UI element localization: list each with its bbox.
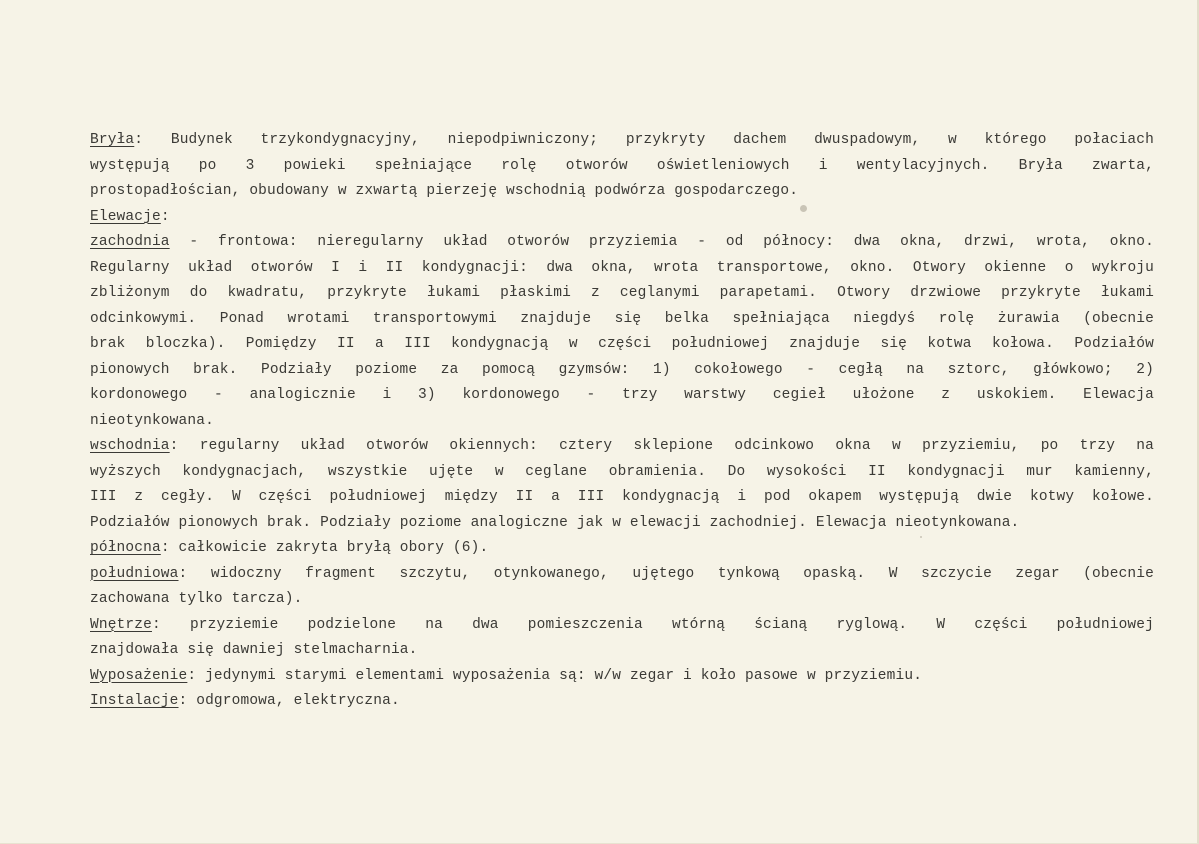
- line-text: nieotynkowana.: [90, 412, 214, 429]
- line-text: Podziałów pionowych brak. Podziały poziome analogiczne jak w elewacji zachodniej. Elewacja nieotynkowana.: [90, 514, 1020, 531]
- line-text: pionowych brak. Podziały poziome za pomocą gzymsów: 1) cokołowego - cegłą na sztorc, główkowo; 2): [90, 361, 1154, 378]
- section-heading: Wyposażenie: [90, 667, 188, 684]
- line-text: zachowana tylko tarcza).: [90, 591, 303, 607]
- line-text: kordonowego - analogicznie i 3) kordonowego - trzy warstwy cegieł ułożone z uskokiem. Elewacja: [90, 387, 1154, 403]
- text-line: [90, 128, 1154, 154]
- line-text: :: [160, 208, 170, 225]
- line-text: Regularny układ otworów I i II kondygnacji: dwa okna, wrota transportowe, okno. Otwory okienne o wykroju: [90, 259, 1154, 276]
- text-line: [90, 332, 1154, 358]
- text-line: [90, 511, 1154, 537]
- text-line: [90, 485, 1154, 511]
- line-text: : Budynek trzykondygnacyjny, niepodpiwniczony; przykryty dachem dwuspadowym, w którego połaciach: [134, 132, 1154, 148]
- text-line: [90, 205, 1154, 231]
- line-text: : jedynymi starymi elementami wyposażenia są: w/w zegar i koło pasowe w przyziemiu.: [187, 667, 923, 684]
- text-line: [90, 613, 1154, 639]
- line-text: prostopadłościan, obudowany w zxwartą pierzeję wschodnią podwórza gospodarczego.: [90, 183, 799, 199]
- section-heading: Wnętrze: [90, 616, 152, 633]
- section-heading: Bryła: [90, 132, 135, 148]
- line-text: - frontowa: nieregularny układ otworów przyziemia - od północy: dwa okna, drzwi, wrota, okno.: [169, 234, 1154, 250]
- line-text: : całkowicie zakryta bryłą obory (6).: [160, 540, 489, 556]
- section-heading: północna: [90, 540, 161, 556]
- line-text: znajdowała się dawniej stelmacharnia.: [90, 642, 418, 658]
- text-line: [90, 562, 1154, 588]
- line-text: : widoczny fragment szczytu, otynkowanego, ujętego tynkową opaską. W szczycie zegar (obecnie: [178, 565, 1154, 582]
- line-text: brak bloczka). Pomiędzy II a III kondygnacją w części południowej znajduje się kotwa kołowa. Podziałów: [90, 336, 1154, 352]
- text-line: [90, 409, 1154, 435]
- text-line: [90, 307, 1154, 333]
- text-line: [90, 179, 1154, 205]
- section-heading: zachodnia: [90, 234, 170, 250]
- line-text: zbliżonym do kwadratu, przykryte łukami płaskimi z ceglanymi parapetami. Otwory drzwiowe przykryte łukami: [90, 285, 1154, 301]
- text-line: [90, 536, 1154, 562]
- section-heading: Elewacje: [90, 208, 161, 225]
- text-line: [90, 383, 1154, 409]
- line-text: : przyziemie podzielone na dwa pomieszczenia wtórną ścianą ryglową. W części południowej: [151, 616, 1154, 633]
- line-text: wyższych kondygnacjach, wszystkie ujęte w ceglane obramienia. Do wysokości II kondygnacji mur kamienny,: [90, 463, 1154, 480]
- section-heading: wschodnia: [90, 438, 170, 454]
- text-line: [90, 230, 1154, 256]
- text-line: [90, 256, 1154, 282]
- text-line: [90, 358, 1154, 384]
- text-line: [90, 664, 1154, 690]
- text-line: [90, 154, 1154, 180]
- text-line: [90, 689, 1154, 715]
- section-heading: południowa: [90, 565, 179, 582]
- line-text: : odgromowa, elektryczna.: [178, 693, 400, 709]
- document-text: [90, 128, 1154, 715]
- line-text: : regularny układ otworów okiennych: cztery sklepione odcinkowo okna w przyziemiu, po trzy na: [169, 438, 1154, 454]
- line-text: III z cegły. W części południowej między II a III kondygnacją i pod okapem występują dwie kotwy kołowe.: [90, 489, 1154, 505]
- line-text: występują po 3 powieki spełniające rolę otworów oświetleniowych i wentylacyjnych. Bryła zwarta,: [90, 157, 1154, 174]
- section-heading: Instalacje: [90, 693, 179, 709]
- text-line: [90, 281, 1154, 307]
- text-line: [90, 434, 1154, 460]
- text-line: [90, 638, 1154, 664]
- text-line: [90, 587, 1154, 613]
- line-text: odcinkowymi. Ponad wrotami transportowymi znajduje się belka spełniająca niegdyś rolę żurawia (obecnie: [90, 310, 1154, 327]
- text-line: [90, 460, 1154, 486]
